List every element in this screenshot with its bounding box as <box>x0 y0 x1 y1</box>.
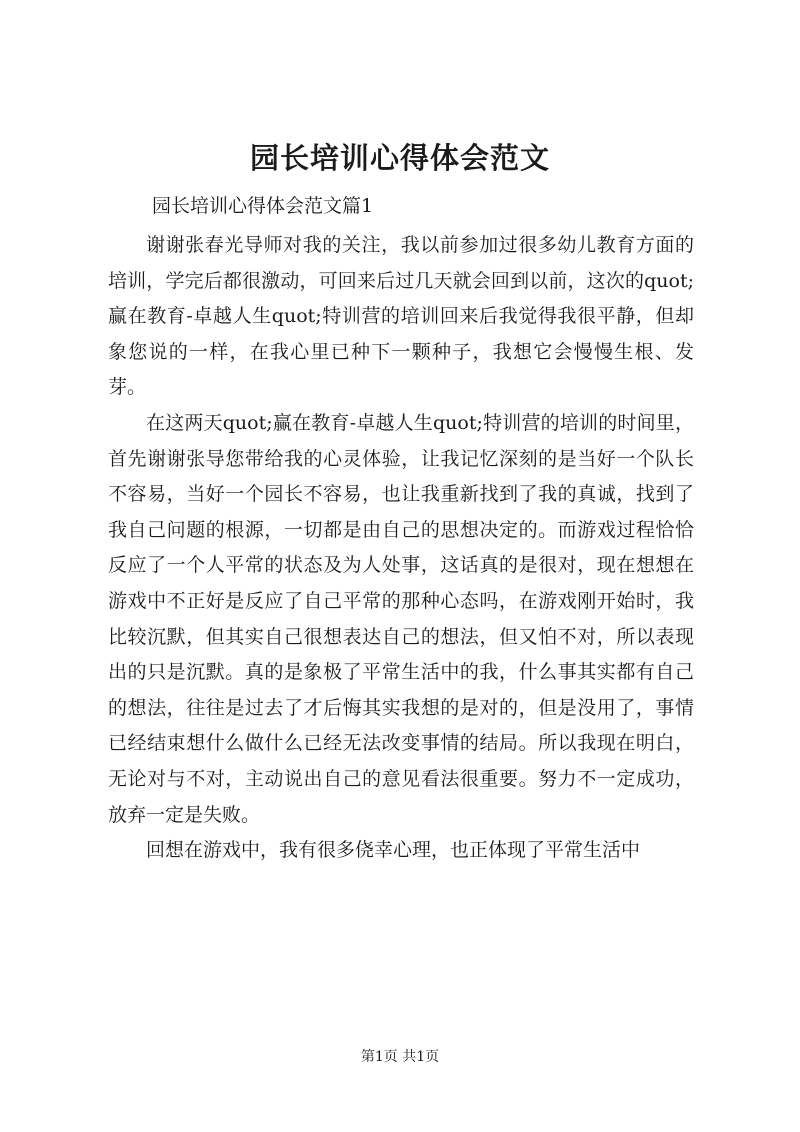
document-body <box>108 228 694 869</box>
page-footer: 第1页 共1页 <box>360 1049 440 1065</box>
paragraph: 在这两天quot;赢在教育-卓越人生quot;特训营的培训的时间里，首先谢谢张导您带给我的心灵体验，让我记忆深刻的是当好一个队长不容易，当好一个园长不容易，也让我重新找到了我的真诚，找到了我自己问题的根源，一切都是由自己的思想决定的。而游戏过程恰恰反应了一个人平常的状态及为人处事，这话真的是很对，现在想想在游戏中不正好是反应了自己平常的那种心态吗，在游戏刚开始时，我比较沉默，但其实自己很想表达自己的想法，但又怕不对，所以表现出的只是沉默。真的是象极了平常生活中的我，什么事其实都有自己的想法，往往是过去了才后悔其实我想的是对的，但是没用了，事情已经结束想什么做什么已经无法改变事情的结局。所以我现在明白，无论对与不对，主动说出自己的意见看法很重要。努力不一定成功，放弃一定是失败。 <box>108 411 694 826</box>
document-title: 园长培训心得体会范文 <box>249 141 550 175</box>
paragraph: 谢谢张春光导师对我的关注，我以前参加过很多幼儿教育方面的培训，学完后都很激动，可回来后过几天就会回到以前，这次的quot;赢在教育-卓越人生quot;特训营的培训回来后我觉得我很平静，但却象您说的一样，在我心里已种下一颗种子，我想它会慢慢生根、发芽。 <box>108 234 694 399</box>
paragraph: 回想在游戏中，我有很多侥幸心理，也正体现了平常生活中 <box>146 839 641 862</box>
section-subtitle: 园长培训心得体会范文篇1 <box>152 195 374 217</box>
